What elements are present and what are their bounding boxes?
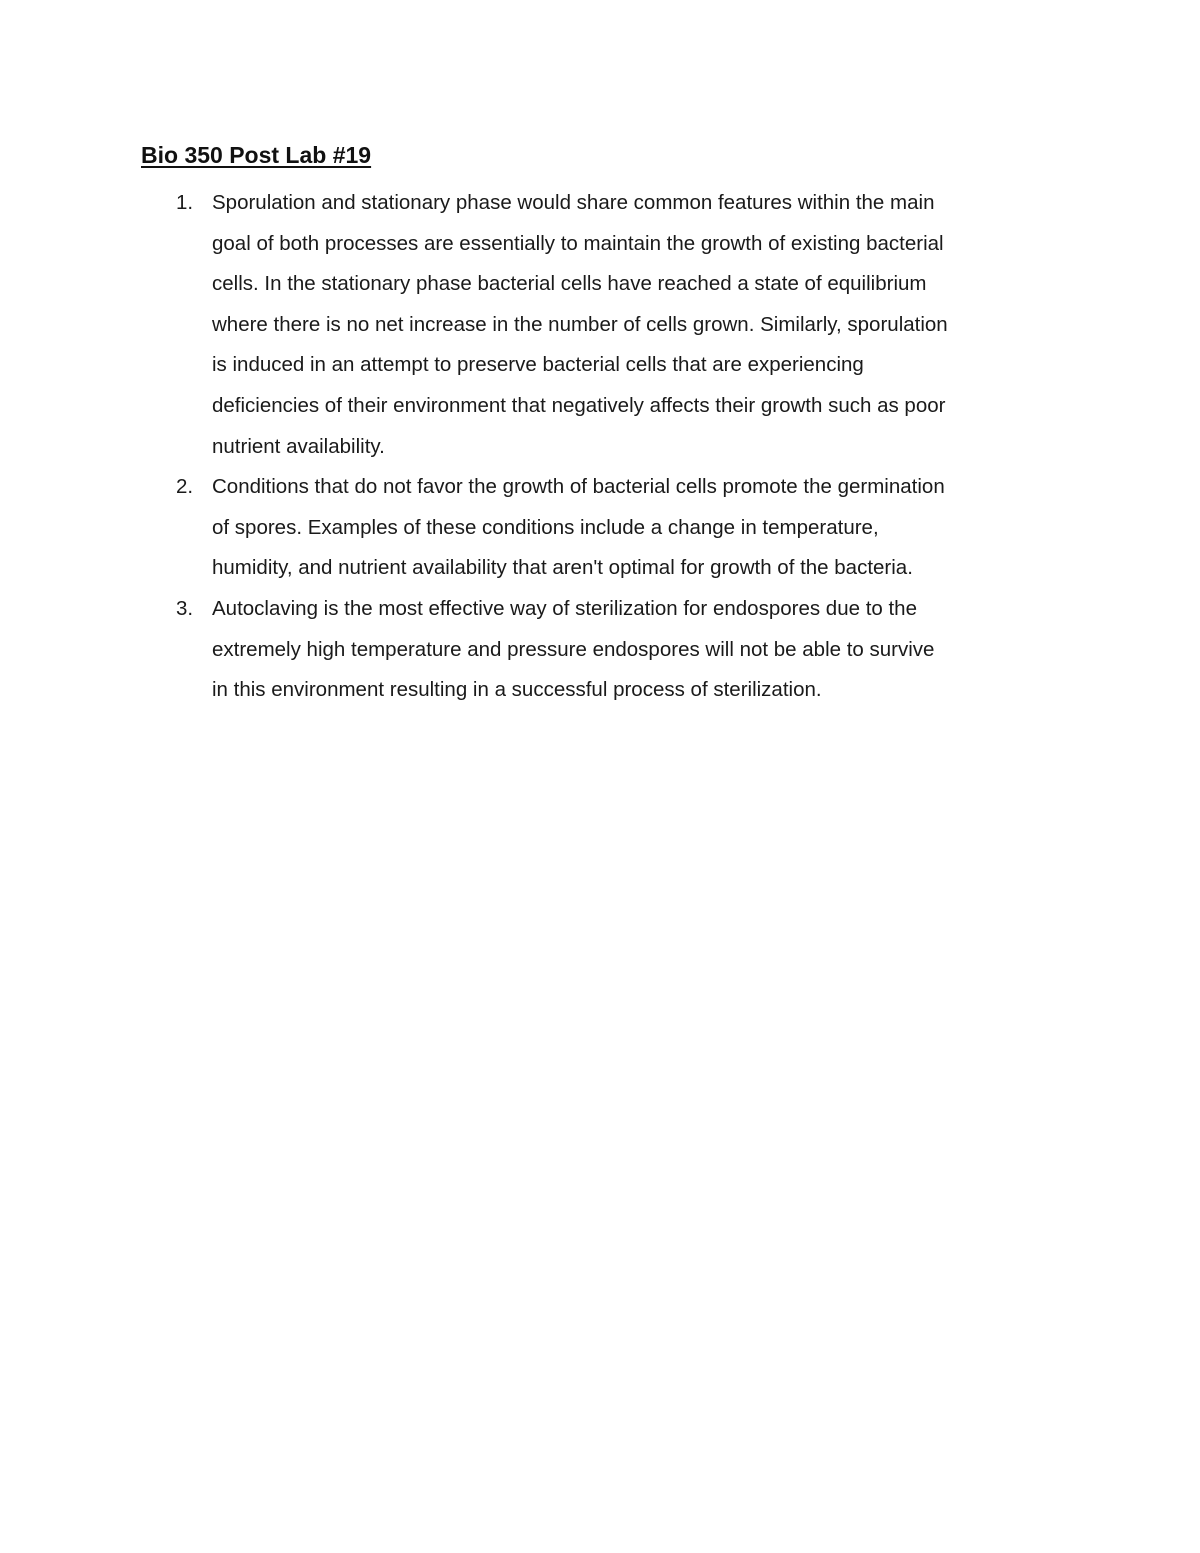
page-title: Bio 350 Post Lab #19 bbox=[141, 142, 372, 168]
text-line: humidity, and nutrient availability that aren't optimal for growth of the bacteria. bbox=[212, 556, 913, 580]
text-line: nutrient availability. bbox=[212, 434, 385, 458]
text-line: deficiencies of their environment that negatively affects their growth such as poor bbox=[212, 393, 946, 417]
text-line: of spores. Examples of these conditions include a change in temperature, bbox=[212, 515, 879, 539]
list-item bbox=[176, 589, 1072, 711]
text-line: is induced in an attempt to preserve bacterial cells that are experiencing bbox=[212, 353, 864, 377]
list-item bbox=[176, 183, 1072, 467]
text-line: goal of both processes are essentially to maintain the growth of existing bacterial bbox=[212, 231, 944, 255]
text-line: cells. In the stationary phase bacterial cells have reached a state of equilibrium bbox=[212, 272, 927, 296]
text-line: Conditions that do not favor the growth of bacterial cells promote the germination bbox=[212, 475, 945, 499]
item-number: 1. bbox=[176, 191, 194, 214]
item-number: 3. bbox=[176, 596, 194, 620]
list-item bbox=[176, 467, 1072, 589]
text-line: Sporulation and stationary phase would share common features within the main bbox=[212, 191, 935, 214]
item-number: 2. bbox=[176, 475, 194, 499]
text-line: in this environment resulting in a successful process of sterilization. bbox=[212, 678, 822, 702]
text-line: Autoclaving is the most effective way of sterilization for endospores due to the bbox=[212, 596, 917, 620]
text-line: extremely high temperature and pressure endospores will not be able to survive bbox=[212, 637, 935, 661]
text-line: where there is no net increase in the number of cells grown. Similarly, sporulation bbox=[212, 312, 948, 336]
answer-list bbox=[176, 183, 1072, 711]
